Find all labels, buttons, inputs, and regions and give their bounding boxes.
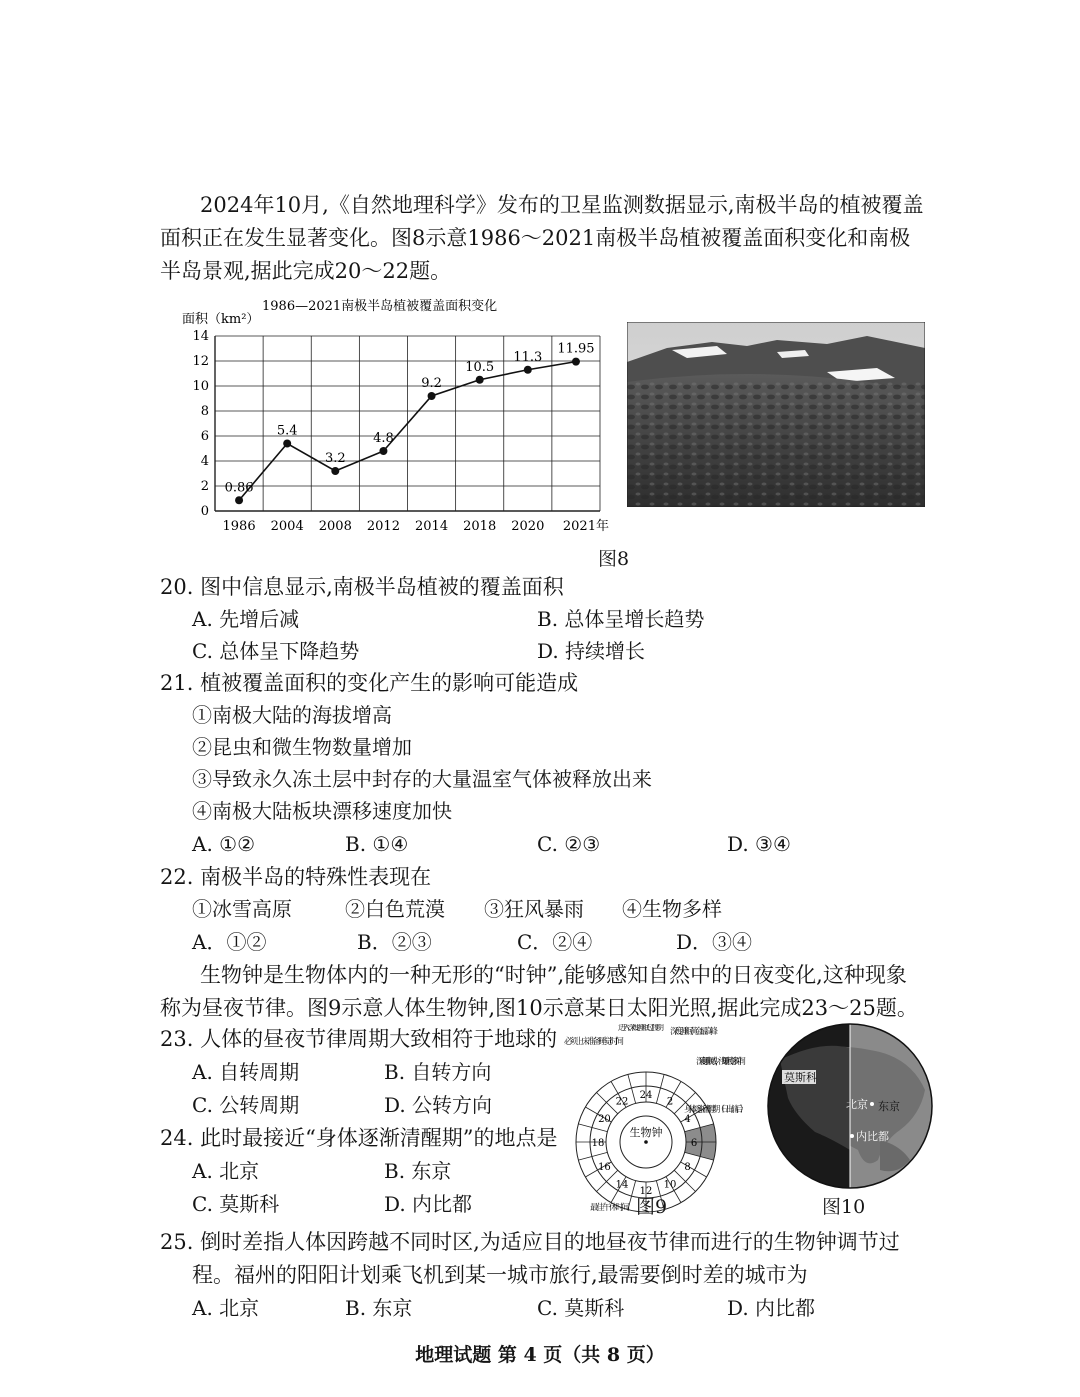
q20-option-a[interactable]: A. 先增后减 bbox=[192, 607, 300, 631]
question-22-stem: 22. 南极半岛的特殊性表现在 bbox=[160, 865, 432, 889]
q23-option-b[interactable]: B. 自转方向 bbox=[384, 1060, 492, 1084]
figure8-caption: 图8 bbox=[598, 548, 630, 570]
q22-statement-1: ①冰雪高原 bbox=[192, 897, 292, 921]
hour-22: 22 bbox=[615, 1096, 629, 1108]
x-tick-6: 2020 bbox=[511, 519, 545, 534]
q22-statement-2: ②白色荒漠 bbox=[345, 897, 445, 921]
q21-statement-2: ②昆虫和微生物数量增加 bbox=[192, 735, 412, 759]
y-tick-12: 12 bbox=[192, 354, 209, 369]
q25-option-a[interactable]: A. 北京 bbox=[192, 1296, 260, 1320]
data-point-3 bbox=[379, 447, 387, 455]
hour-14: 14 bbox=[615, 1179, 629, 1191]
figure9-biological-clock bbox=[560, 1024, 760, 1214]
chart-title: 1986—2021南极半岛植被覆盖面积变化 bbox=[262, 299, 498, 314]
q20-option-d[interactable]: D. 持续增长 bbox=[537, 639, 646, 663]
passage2-line2: 称为昼夜节律。图9示意人体生物钟,图10示意某日太阳光照,据此完成23～25题。 bbox=[160, 996, 918, 1020]
x-tick-3: 2012 bbox=[366, 519, 400, 534]
data-point-2 bbox=[331, 467, 339, 475]
y-tick-10: 10 bbox=[192, 379, 209, 394]
value-label-0: 0.86 bbox=[224, 480, 254, 496]
question-25-line1: 25. 倒时差指人体因跨越不同时区,为适应目的地昼夜节律而进行的生物钟调节过 bbox=[160, 1230, 900, 1254]
value-label-1: 5.4 bbox=[276, 423, 298, 439]
q23-option-c[interactable]: C. 公转周期 bbox=[192, 1093, 300, 1117]
hour-2: 2 bbox=[666, 1096, 674, 1108]
question-21-stem: 21. 植被覆盖面积的变化产生的影响可能造成 bbox=[160, 671, 579, 695]
data-point-1 bbox=[283, 440, 291, 448]
q22-option-d[interactable]: D．③④ bbox=[676, 930, 753, 954]
data-point-4 bbox=[428, 392, 436, 400]
label-wake-period: 身体逐渐清醒期（日出前后） bbox=[684, 1105, 748, 1115]
chart-y-ticks bbox=[192, 329, 209, 519]
figure9-caption: 图9 bbox=[636, 1196, 668, 1218]
label-deep-sleep-transition: 进入深度睡眠过渡期 bbox=[618, 1024, 664, 1033]
data-point-0 bbox=[235, 496, 243, 504]
page-footer: 地理试题 第 4 页（共 8 页） bbox=[415, 1344, 665, 1366]
moscow-label: 莫斯科 bbox=[784, 1071, 817, 1084]
passage1-line3: 半岛景观,据此完成20～22题。 bbox=[160, 259, 452, 283]
q22-option-b[interactable]: B．②③ bbox=[357, 930, 432, 954]
label-nap: 最佳午休时间 bbox=[590, 1203, 630, 1213]
beijing-dot bbox=[870, 1102, 874, 1106]
passage2-line1: 生物钟是生物体内的一种无形的“时钟”,能够感知自然中的日夜变化,这种现象 bbox=[200, 963, 907, 987]
clock-center-label: 生物钟 bbox=[629, 1126, 663, 1139]
data-point-5 bbox=[476, 376, 484, 384]
chart-x-ticks bbox=[223, 518, 609, 534]
hour-20: 20 bbox=[598, 1114, 611, 1125]
passage1-line2: 面积正在发生显著变化。图8示意1986～2021南极半岛植被覆盖面积变化和南极 bbox=[160, 226, 911, 250]
q21-option-a[interactable]: A. ①② bbox=[192, 832, 256, 856]
q24-option-d[interactable]: D. 内比都 bbox=[384, 1192, 473, 1216]
value-label-6: 11.3 bbox=[513, 349, 543, 365]
y-tick-0: 0 bbox=[200, 504, 209, 519]
value-label-3: 4.8 bbox=[373, 431, 394, 446]
q21-option-c[interactable]: C. ②③ bbox=[537, 832, 601, 856]
q24-option-b[interactable]: B. 东京 bbox=[384, 1159, 452, 1183]
y-tick-8: 8 bbox=[200, 404, 209, 419]
hour-16: 16 bbox=[598, 1162, 611, 1173]
antarctic-peninsula-landscape-photo bbox=[627, 322, 925, 507]
x-tick-4: 2014 bbox=[415, 519, 449, 534]
chart-ylabel: 面积（km²） bbox=[182, 312, 260, 327]
y-tick-4: 4 bbox=[200, 454, 209, 469]
value-label-2: 3.2 bbox=[324, 451, 346, 466]
q23-option-a[interactable]: A. 自转周期 bbox=[192, 1060, 300, 1084]
naypyidaw-dot bbox=[850, 1134, 854, 1138]
question-20-stem: 20. 图中信息显示,南极半岛植被的覆盖面积 bbox=[160, 575, 564, 599]
figure10-sunlight-globe bbox=[760, 1020, 940, 1198]
figure10-caption: 图10 bbox=[822, 1196, 866, 1218]
q24-option-c[interactable]: C. 莫斯科 bbox=[192, 1192, 280, 1216]
data-point-7 bbox=[572, 358, 580, 366]
clock-center-dot bbox=[644, 1140, 648, 1144]
x-tick-2: 2008 bbox=[318, 519, 352, 534]
q20-option-b[interactable]: B. 总体呈增长趋势 bbox=[537, 607, 705, 631]
question-24-stem: 24. 此时最接近“身体逐渐清醒期”的地点是 bbox=[160, 1126, 558, 1150]
hour-24: 24 bbox=[639, 1090, 653, 1101]
q25-option-d[interactable]: D. 内比都 bbox=[727, 1296, 816, 1320]
y-tick-14: 14 bbox=[192, 329, 209, 344]
q21-option-d[interactable]: D. ③④ bbox=[727, 832, 791, 856]
x-tick-1: 2004 bbox=[270, 519, 304, 534]
q21-statement-4: ④南极大陆板块漂移速度加快 bbox=[192, 799, 452, 823]
x-tick-7: 2021年 bbox=[562, 519, 609, 534]
q24-option-a[interactable]: A. 北京 bbox=[192, 1159, 260, 1183]
q21-statement-1: ①南极大陆的海拔增高 bbox=[192, 703, 392, 727]
q21-statement-3: ③导致永久冻土层中封存的大量温室气体被释放出来 bbox=[192, 767, 652, 791]
hour-10: 10 bbox=[663, 1179, 677, 1191]
value-label-5: 10.5 bbox=[465, 359, 495, 375]
value-label-4: 9.2 bbox=[421, 376, 442, 391]
x-tick-5: 2018 bbox=[463, 519, 497, 534]
value-label-7: 11.95 bbox=[557, 341, 595, 357]
q22-statement-3: ③狂风暴雨 bbox=[484, 897, 584, 921]
tokyo-label: 东京 bbox=[878, 1100, 900, 1113]
y-tick-6: 6 bbox=[200, 429, 209, 444]
hour-4: 4 bbox=[684, 1114, 691, 1125]
label-light-sleep: 深度睡眠减少，浅睡眠变多时间 bbox=[696, 1057, 746, 1067]
q22-option-a[interactable]: A．①② bbox=[192, 930, 267, 954]
figure8-line-chart bbox=[170, 296, 620, 541]
label-bedtime: 必须上床准备睡觉时间 bbox=[564, 1037, 624, 1047]
x-tick-0: 1986 bbox=[222, 519, 256, 534]
q20-option-c[interactable]: C. 总体呈下降趋势 bbox=[192, 639, 360, 663]
q23-option-d[interactable]: D. 公转方向 bbox=[384, 1093, 493, 1117]
q25-option-b[interactable]: B. 东京 bbox=[345, 1296, 413, 1320]
label-deep-sleep-peak: 深度睡眠黄金最高峰 bbox=[670, 1027, 718, 1037]
passage1-line1: 2024年10月,《自然地理科学》发布的卫星监测数据显示,南极半岛的植被覆盖 bbox=[200, 193, 924, 217]
chart-value-labels bbox=[225, 342, 595, 496]
question-25-line2: 程。福州的阳阳计划乘飞机到某一城市旅行,最需要倒时差的城市为 bbox=[192, 1263, 808, 1287]
hour-18: 18 bbox=[591, 1138, 605, 1149]
data-point-6 bbox=[524, 366, 532, 374]
naypyidaw-label: 内比都 bbox=[856, 1130, 889, 1143]
beijing-label: 北京 bbox=[846, 1098, 868, 1111]
q25-option-c[interactable]: C. 莫斯科 bbox=[537, 1296, 625, 1320]
hour-8: 8 bbox=[684, 1162, 691, 1173]
q22-statement-4: ④生物多样 bbox=[622, 897, 722, 921]
hour-12: 12 bbox=[639, 1186, 653, 1197]
q22-option-c[interactable]: C．②④ bbox=[517, 930, 593, 954]
y-tick-2: 2 bbox=[200, 479, 209, 494]
hour-6: 6 bbox=[690, 1138, 698, 1149]
question-23-stem: 23. 人体的昼夜节律周期大致相符于地球的 bbox=[160, 1027, 558, 1051]
q21-option-b[interactable]: B. ①④ bbox=[345, 832, 409, 856]
